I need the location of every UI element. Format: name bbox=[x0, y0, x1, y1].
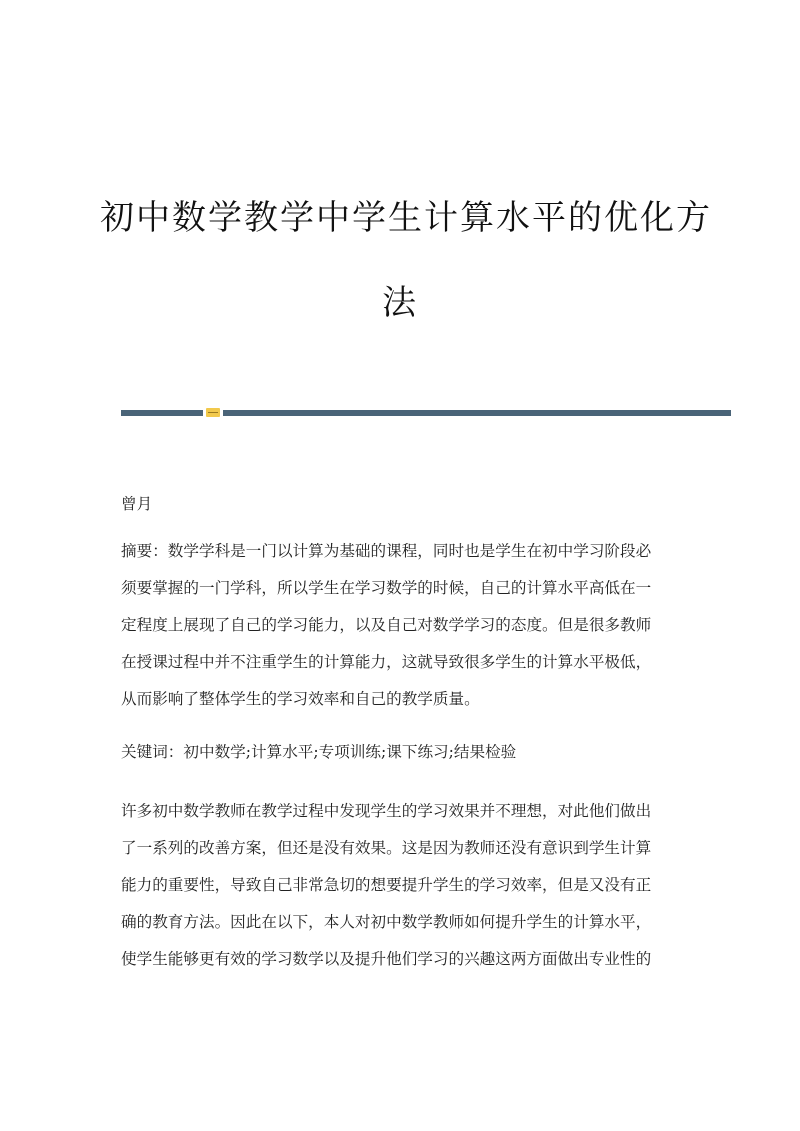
abstract-line: 从而影响了整体学生的学习效率和自己的教学质量。 bbox=[121, 690, 480, 708]
body-line: 了一系列的改善方案，但还是没有效果。这是因为教师还没有意识到学生计算 bbox=[121, 839, 652, 857]
abstract-line: 须要掌握的一门学科，所以学生在学习数学的时候，自己的计算水平高低在一 bbox=[121, 579, 652, 597]
page-title-line-2: 法 bbox=[382, 283, 418, 323]
body-line: 许多初中数学教师在教学过程中发现学生的学习效果并不理想，对此他们做出 bbox=[121, 802, 652, 820]
body-line: 确的教育方法。因此在以下，本人对初中数学教师如何提升学生的计算水平， bbox=[121, 913, 652, 931]
body-line: 使学生能够更有效的学习数学以及提升他们学习的兴趣这两方面做出专业性的 bbox=[121, 950, 652, 968]
body-line: 能力的重要性，导致自己非常急切的想要提升学生的学习效率，但是又没有正 bbox=[121, 876, 652, 894]
page-title-line-1: 初中数学教学中学生计算水平的优化方 bbox=[100, 198, 712, 238]
divider-badge-icon bbox=[206, 408, 220, 417]
divider-bar-right bbox=[223, 410, 731, 416]
divider-bar-left bbox=[121, 410, 203, 416]
abstract-line: 在授课过程中并不注重学生的计算能力，这就导致很多学生的计算水平极低， bbox=[121, 653, 652, 671]
abstract-line: 定程度上展现了自己的学习能力，以及自己对数学学习的态度。但是很多教师 bbox=[121, 616, 652, 634]
abstract-line: 摘要：数学学科是一门以计算为基础的课程，同时也是学生在初中学习阶段必 bbox=[121, 542, 652, 560]
title-divider bbox=[121, 408, 731, 417]
keywords: 关键词：初中数学;计算水平;专项训练;课下练习;结果检验 bbox=[121, 743, 517, 761]
author: 曾月 bbox=[121, 495, 153, 513]
